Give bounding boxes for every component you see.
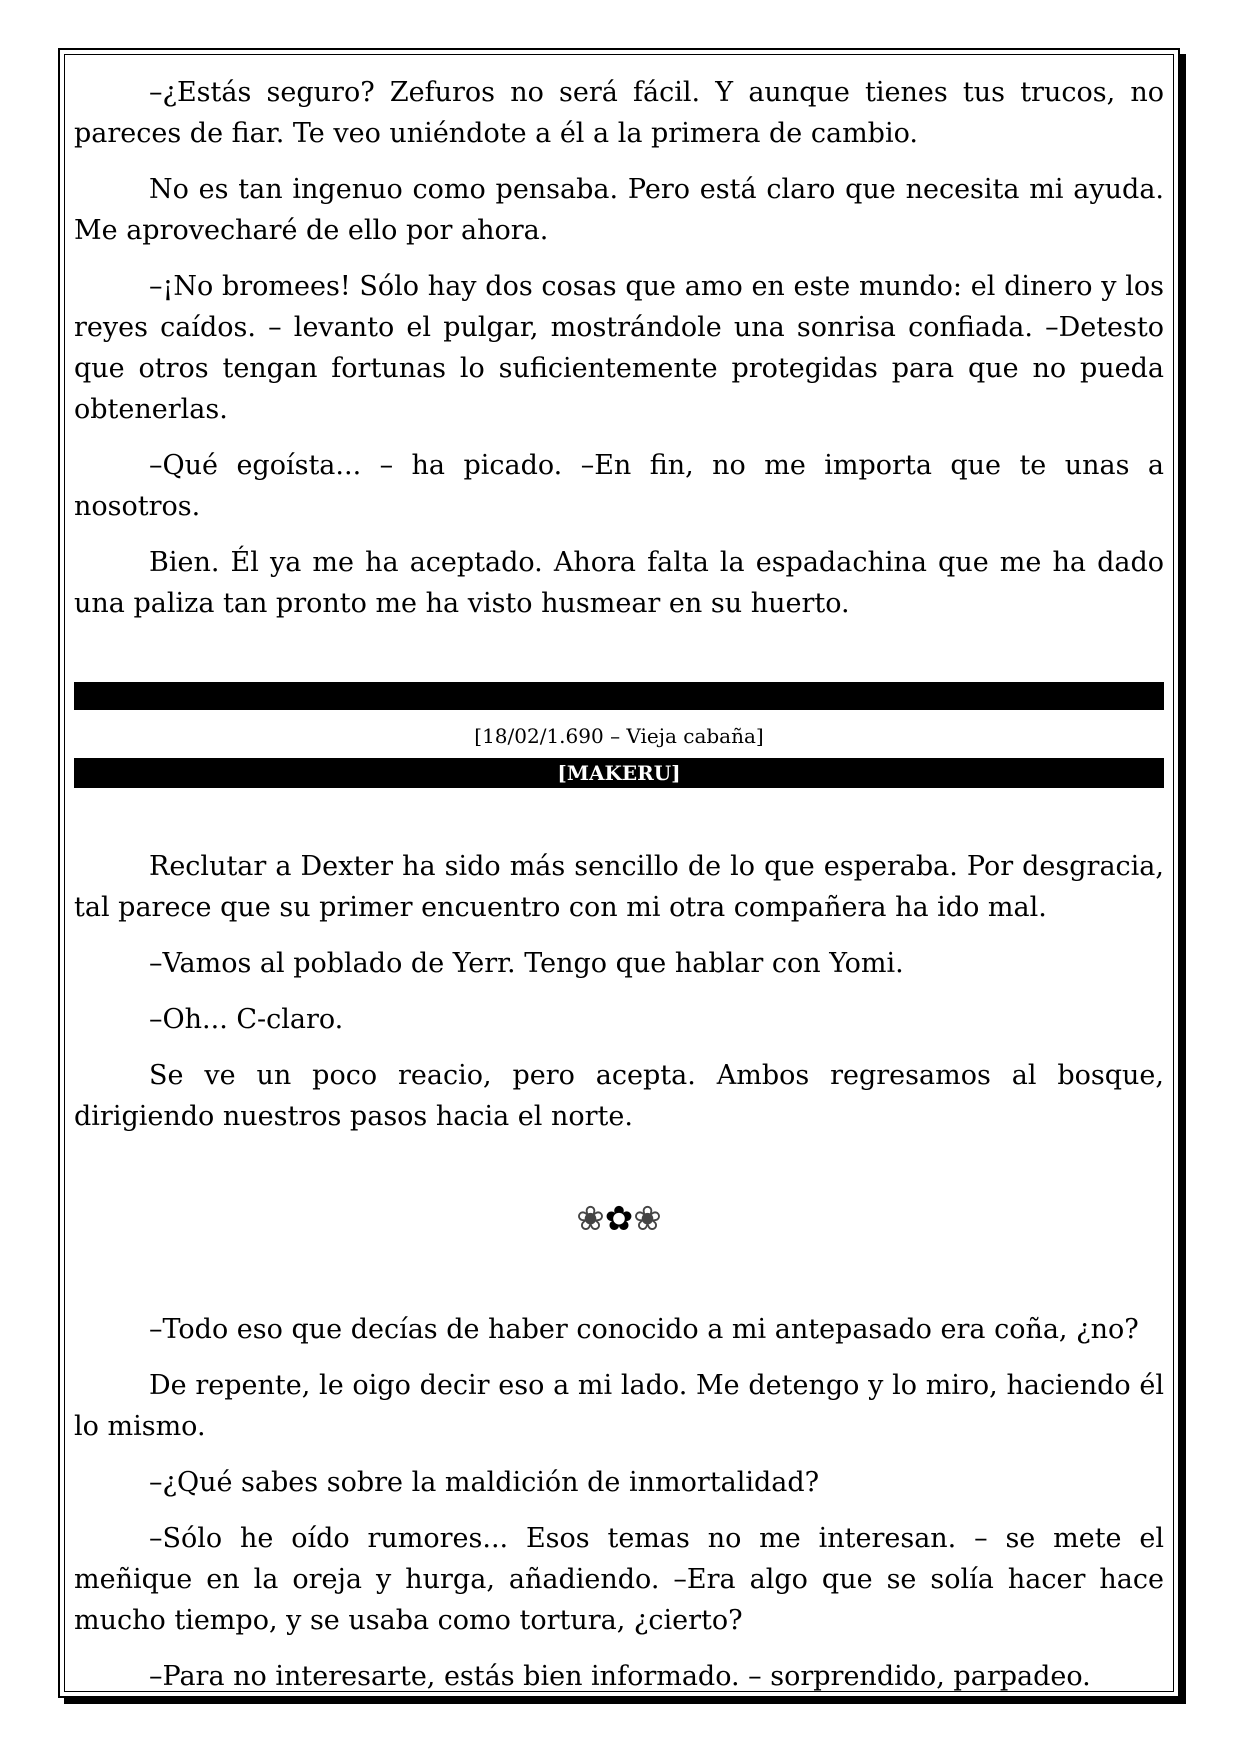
paragraph: –Sólo he oído rumores... Esos temas no me interesan. – se mete el meñique en la oreja y hurga, añadiendo. –Era algo que se solía hacer hace mucho tiempo, y se usaba como tortura, ¿cierto? [74,1523,1164,1636]
narrator-banner: [MAKERU] [74,758,1164,788]
paragraph: Reclutar a Dexter ha sido más sencillo de lo que esperaba. Por desgracia, tal parece que su primer encuentro con mi otra compañera ha ido mal. [74,851,1164,923]
section-divider-bar [74,682,1164,710]
paragraph: –Todo eso que decías de haber conocido a mi antepasado era coña, ¿no? [149,1314,1139,1345]
section-date: [18/02/1.690 – Vieja cabaña] [474,724,764,748]
document-body [74,72,1164,1712]
paragraph: –Qué egoísta... – ha picado. –En fin, no me importa que te unas a nosotros. [74,450,1164,522]
paragraph: –Vamos al poblado de Yerr. Tengo que hablar con Yomi. [149,948,904,979]
paragraph: Se ve un poco reacio, pero acepta. Ambos regresamos al bosque, dirigiendo nuestros pasos hacia el norte. [74,1060,1164,1132]
flower-solid-icon: ✿ [604,1199,634,1239]
page-frame [58,48,1180,1698]
paragraph: –Para no interesarte, estás bien informado. – sorprendido, parpadeo. [149,1661,1091,1692]
paragraph: Bien. Él ya me ha aceptado. Ahora falta la espadachina que me ha dado una paliza tan pronto me ha visto husmear en su huerto. [74,547,1164,619]
paragraph: –¿Qué sabes sobre la maldición de inmortalidad? [149,1467,820,1498]
paragraph: No es tan ingenuo como pensaba. Pero está claro que necesita mi ayuda. Me aprovecharé de ello por ahora. [74,174,1164,246]
paragraph: –Oh... C-claro. [149,1004,344,1035]
paragraph: –¡No bromees! Sólo hay dos cosas que amo en este mundo: el dinero y los reyes caídos. – levanto el pulgar, mostrándole una sonrisa confiada. –Detesto que otros tengan fortunas lo suficientemente protegidas para que no pueda obtenerlas. [74,271,1164,425]
paragraph: –¿Estás seguro? Zefuros no será fácil. Y aunque tienes tus trucos, no pareces de fiar. Te veo uniéndote a él a la primera de cambio. [74,77,1164,149]
scene-break-ornament [74,1199,1164,1239]
flower-outline-icon: ❀ [633,1199,662,1239]
paragraph: De repente, le oigo decir eso a mi lado. Me detengo y lo miro, haciendo él lo mismo. [74,1370,1164,1442]
flower-outline-icon: ❀ [576,1199,605,1239]
